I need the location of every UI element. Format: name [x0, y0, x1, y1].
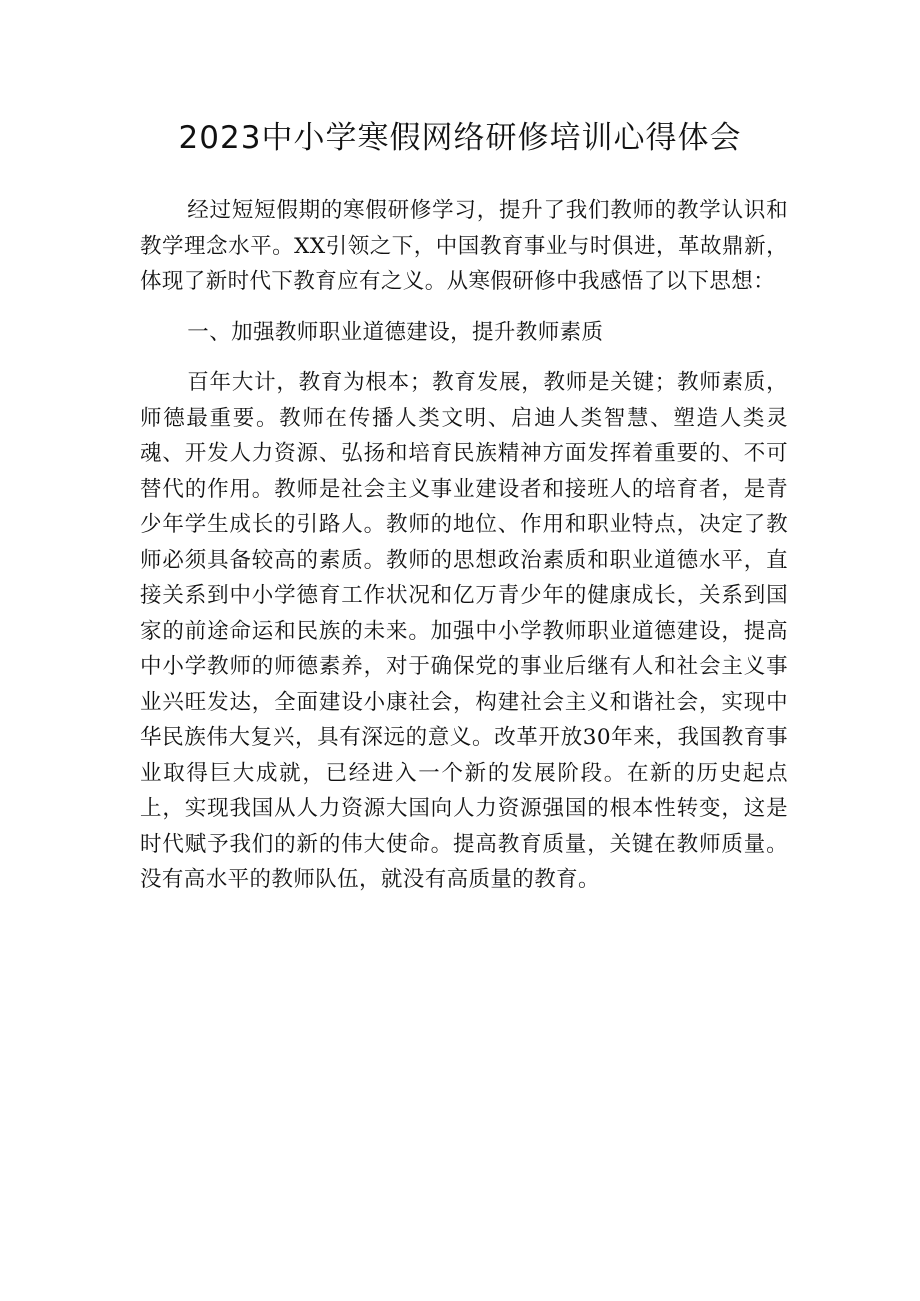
- section-paragraph: 百年大计，教育为根本；教育发展，教师是关键；教师素质，师德最重要。教师在传播人类文明、启迪人类智慧、塑造人类灵魂、开发人力资源、弘扬和培育民族精神方面发挥着重要的、不可替代的作用。教师是社会主义事业建设者和接班人的培育者，是青少年学生成长的引路人。教师的地位、作用和职业特点，决定了教师必须具备较高的素质。教师的思想政治素质和职业道德水平，直接关系到中小学德育工作状况和亿万青少年的健康成长，关系到国家的前途命运和民族的未来。加强中小学教师职业道德建设，提高中小学教师的师德素养，对于确保党的事业后继有人和社会主义事业兴旺发达，全面建设小康社会，构建社会主义和谐社会，实现中华民族伟大复兴，具有深远的意义。改革开放30年来，我国教育事业取得巨大成就，已经进入一个新的发展阶段。在新的历史起点上，实现我国从人力资源大国向人力资源强国的根本性转变，这是时代赋予我们的新的伟大使命。提高教育质量，关键在教师质量。没有高水平的教师队伍，就没有高质量的教育。: [140, 370, 788, 892]
- intro-paragraph: 经过短短假期的寒假研修学习，提升了我们教师的教学认识和教学理念水平。XX引领之下，中国教育事业与时俱进，革故鼎新，体现了新时代下教育应有之义。从寒假研修中我感悟了以下思想：: [140, 198, 788, 294]
- document-title: 2023中小学寒假网络研修培训心得体会: [178, 120, 742, 156]
- document-body: [140, 193, 788, 913]
- section-heading: 一、加强教师职业道德建设，提升教师素质: [187, 319, 604, 345]
